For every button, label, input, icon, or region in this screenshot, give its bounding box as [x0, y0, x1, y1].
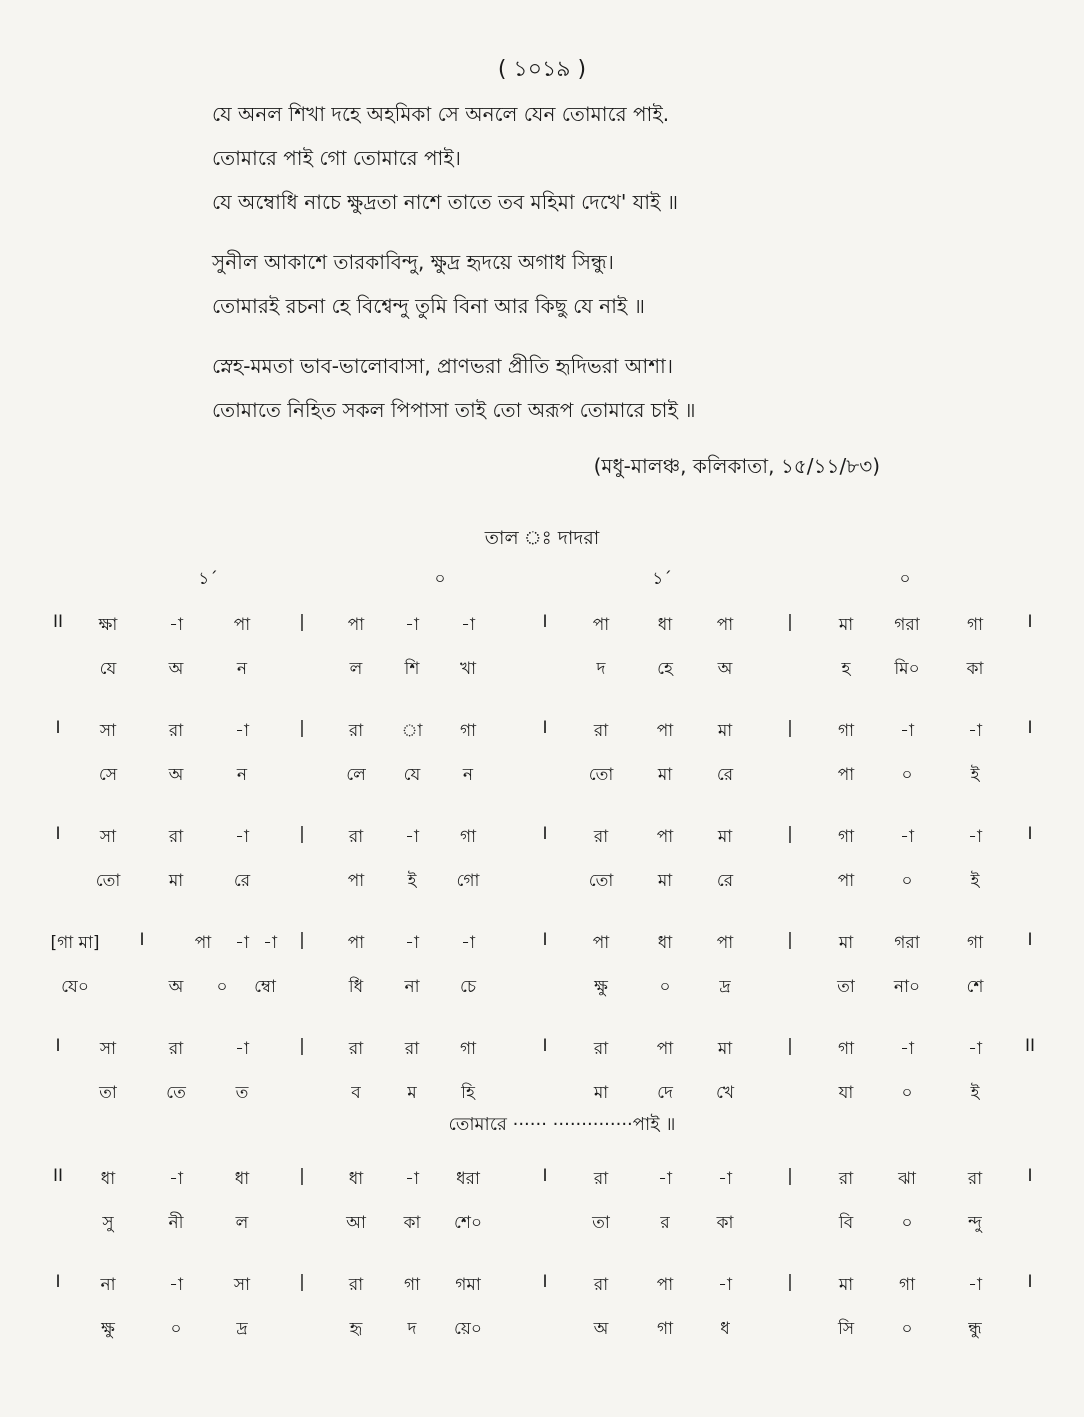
notation-block	[0, 1158, 1084, 1264]
swara-note: গমা	[455, 1275, 481, 1295]
lyric-syllable: তা	[837, 977, 855, 997]
swara-note: সা	[99, 1039, 117, 1059]
swara-note: -া	[235, 721, 249, 741]
swara-note: পা	[656, 827, 674, 847]
swara-note: পা	[656, 1039, 674, 1059]
bar-line: I	[1027, 612, 1033, 632]
swara-note: রা	[168, 827, 184, 847]
lyric-syllable: যে	[99, 659, 117, 679]
swara-note: -া	[461, 615, 475, 635]
swara-note: সা	[233, 1275, 251, 1295]
swara-row	[0, 1036, 1084, 1076]
swara-note: পা	[656, 721, 674, 741]
bar-line: |	[299, 718, 305, 738]
swara-note: পা	[592, 933, 610, 953]
swara-note: রা	[348, 1039, 364, 1059]
beat-mark: ০	[899, 569, 911, 589]
lyric-syllable: না০	[893, 977, 921, 997]
swara-note: -া	[405, 615, 419, 635]
lyric-syllable: কা	[403, 1213, 421, 1233]
swara-note: ধা	[657, 615, 673, 635]
swara-note: রা	[967, 1169, 983, 1189]
tala-heading: তাল ঃ দাদরা	[484, 527, 600, 549]
swara-note: রা	[348, 827, 364, 847]
lyric-syllable: রে	[716, 871, 734, 891]
swara-note: রা	[348, 721, 364, 741]
swara-note: রা	[168, 1039, 184, 1059]
lyric-syllable: অ	[168, 977, 184, 997]
bar-line: I	[542, 1036, 548, 1056]
lyric-syllable: না	[404, 977, 420, 997]
swara-note: পা	[716, 933, 734, 953]
notation-block	[0, 710, 1084, 816]
lyric-syllable-row	[0, 1316, 1084, 1356]
page-number: ( ১০১৯ )	[497, 57, 587, 82]
swara-note: সা	[99, 721, 117, 741]
lyric-line: যে অম্বোধি নাচে ক্ষুদ্রতা নাশে তাতে তব মহিমা দেখে' যাই ॥	[212, 190, 679, 214]
lyric-syllable: তা	[99, 1083, 117, 1103]
lyric-syllable: ত	[235, 1083, 249, 1103]
lyric-syllable-row	[0, 1210, 1084, 1250]
song-lyrics	[212, 92, 1032, 448]
bar-line: I	[55, 1036, 61, 1056]
lyric-syllable: ল	[235, 1213, 249, 1233]
lyric-syllable: হৃ	[349, 1319, 363, 1339]
bar-line: II	[1024, 1036, 1036, 1056]
lyric-syllable: অ	[168, 765, 184, 785]
lyric-syllable: মি০	[894, 659, 920, 679]
swara-row	[0, 930, 1084, 970]
swara-note: গরা	[894, 615, 920, 635]
lyric-syllable: সু	[102, 1213, 114, 1233]
swara-note: ক্ষা	[98, 615, 118, 635]
lyric-syllable-row	[0, 762, 1084, 802]
bar-line: I	[1027, 930, 1033, 950]
lyric-syllable: ন	[462, 765, 474, 785]
bar-line: I	[542, 718, 548, 738]
lyric-line: স্নেহ-মমতা ভাব-ভালোবাসা, প্রাণভরা প্রীতি হৃদিভরা আশা।	[212, 354, 674, 378]
bar-line: |	[787, 1272, 793, 1292]
swara-row	[0, 824, 1084, 864]
beat-mark: ০	[434, 569, 446, 589]
lyric-syllable: দে	[657, 1083, 673, 1103]
bar-line: I	[1027, 1166, 1033, 1186]
bar-line: II	[52, 612, 64, 632]
lyric-syllable: মা	[593, 1083, 609, 1103]
lyric-syllable-row	[0, 1080, 1084, 1120]
swara-note: গা	[837, 1039, 855, 1059]
bar-line: |	[787, 612, 793, 632]
lyric-syllable: ০	[901, 765, 913, 785]
bar-line: I	[542, 1166, 548, 1186]
swara-note: মা	[717, 1039, 733, 1059]
bar-line: |	[299, 930, 305, 950]
bar-line: |	[787, 930, 793, 950]
lyric-line: তোমারই রচনা হে বিশ্বেন্দু তুমি বিনা আর কিছু যে নাই ॥	[212, 294, 645, 318]
swara-note: ধা	[348, 1169, 364, 1189]
lyric-syllable: দ	[596, 659, 606, 679]
swara-note: মা	[717, 721, 733, 741]
lyric-syllable: দ্র	[236, 1319, 248, 1339]
lyric-syllable: শে	[966, 977, 984, 997]
swara-note: পা	[592, 615, 610, 635]
swara-note: গা	[966, 615, 984, 635]
bar-line: |	[299, 1166, 305, 1186]
lyric-syllable: তে	[166, 1083, 186, 1103]
lyric-syllable: পা	[837, 871, 855, 891]
swara-note: মা	[838, 933, 854, 953]
swara-note: গা	[966, 933, 984, 953]
lyric-syllable: যা	[838, 1083, 854, 1103]
lyric-syllable: ক্ষু	[101, 1319, 115, 1339]
bar-line: |	[787, 824, 793, 844]
swara-note: রা	[593, 721, 609, 741]
swara-note: গা	[898, 1275, 916, 1295]
lyric-syllable: নী	[168, 1213, 184, 1233]
bar-line: I	[1027, 824, 1033, 844]
lyric-syllable: ব	[351, 1083, 361, 1103]
lyric-syllable: রে	[716, 765, 734, 785]
bar-line: |	[787, 1166, 793, 1186]
lyric-syllable: ০	[216, 977, 228, 997]
swara-note: [গা মা]	[50, 933, 100, 953]
lyric-syllable: যে	[403, 765, 421, 785]
bar-line: |	[787, 1036, 793, 1056]
swara-note: পা	[347, 615, 365, 635]
lyric-syllable: ই	[970, 871, 980, 891]
lyric-syllable: খে	[715, 1083, 735, 1103]
notation-block	[0, 922, 1084, 1028]
swara-note: রা	[593, 1169, 609, 1189]
lyric-syllable: কা	[716, 1213, 734, 1233]
lyric-syllable: কা	[966, 659, 984, 679]
swara-note: রা	[593, 1039, 609, 1059]
lyric-syllable: ই	[407, 871, 417, 891]
swara-note: পা	[233, 615, 251, 635]
lyric-syllable: রে	[233, 871, 251, 891]
lyric-syllable: ০	[170, 1319, 182, 1339]
swara-note: রা	[838, 1169, 854, 1189]
lyric-syllable: সি	[837, 1319, 855, 1339]
lyric-syllable: তো	[588, 765, 614, 785]
lyric-syllable: ন্ধু	[968, 1319, 982, 1339]
swara-note: মা	[717, 827, 733, 847]
lyric-syllable: শি	[404, 659, 420, 679]
swara-note: পা	[194, 933, 212, 953]
bar-line: |	[299, 824, 305, 844]
swara-note: -া	[718, 1169, 732, 1189]
lyric-syllable: শে০	[453, 1213, 483, 1233]
notation-block	[0, 1028, 1084, 1134]
lyric-syllable: যে০	[61, 977, 89, 997]
swara-note: রা	[593, 827, 609, 847]
lyric-syllable: ই	[970, 1083, 980, 1103]
bar-line: |	[299, 612, 305, 632]
lyric-syllable: মা	[657, 871, 673, 891]
swara-note: মা	[838, 1275, 854, 1295]
lyric-syllable: হে	[657, 659, 673, 679]
bar-line: |	[299, 1036, 305, 1056]
lyric-syllable-row	[0, 974, 1084, 1014]
swara-note: রা	[168, 721, 184, 741]
bar-line: II	[52, 1166, 64, 1186]
bar-line: I	[1027, 718, 1033, 738]
swara-note: গরা	[894, 933, 920, 953]
beat-mark: ১´	[198, 569, 218, 589]
lyric-syllable: দ	[407, 1319, 417, 1339]
swara-note: রা	[593, 1275, 609, 1295]
swara-note: ঝা	[898, 1169, 916, 1189]
beat-mark: ১´	[652, 569, 672, 589]
lyric-syllable: ০	[659, 977, 671, 997]
swara-row	[0, 1272, 1084, 1312]
bar-line: I	[55, 824, 61, 844]
lyric-syllable: মা	[168, 871, 184, 891]
stanza	[212, 92, 1032, 224]
lyric-syllable: হি	[461, 1083, 475, 1103]
swara-note: গা	[837, 721, 855, 741]
bar-line: I	[55, 718, 61, 738]
swara-note: -া	[169, 1169, 183, 1189]
beat-marks	[0, 566, 1084, 598]
lyric-syllable: ধি	[348, 977, 364, 997]
bar-line: I	[542, 824, 548, 844]
lyric-syllable: ০	[901, 1319, 913, 1339]
lyric-syllable: ন	[236, 659, 248, 679]
lyric-syllable: ন্দু	[968, 1213, 982, 1233]
lyric-syllable: অ	[168, 659, 184, 679]
lyric-syllable: গো	[456, 871, 480, 891]
lyric-syllable: ল	[349, 659, 363, 679]
swara-note: গা	[459, 1039, 477, 1059]
swara-note: না	[100, 1275, 116, 1295]
swara-note: সা	[99, 827, 117, 847]
swara-note: -া	[235, 933, 249, 953]
lyric-syllable: ম্বো	[254, 977, 276, 997]
lyric-syllable: খা	[459, 659, 477, 679]
swara-row	[0, 1166, 1084, 1206]
lyric-syllable: লে	[346, 765, 366, 785]
bar-line: |	[299, 1272, 305, 1292]
lyric-syllable: র	[660, 1213, 670, 1233]
lyric-syllable: পা	[347, 871, 365, 891]
swara-note: -া	[900, 721, 914, 741]
lyric-syllable: গা	[656, 1319, 674, 1339]
lyric-syllable: বি	[838, 1213, 854, 1233]
swara-note: -া	[900, 827, 914, 847]
swara-note: -া	[405, 1169, 419, 1189]
swara-row	[0, 612, 1084, 652]
lyric-syllable: পা	[837, 765, 855, 785]
swara-note: পা	[656, 1275, 674, 1295]
swara-note: -া	[968, 721, 982, 741]
swara-note: -া	[968, 1275, 982, 1295]
lyric-syllable: ন	[236, 765, 248, 785]
lyric-syllable: অ	[717, 659, 733, 679]
swara-note: ধা	[100, 1169, 116, 1189]
lyric-line: সুনীল আকাশে তারকাবিন্দু, ক্ষুদ্র হৃদয়ে অগাধ সিন্ধু।	[212, 250, 614, 274]
swara-note: -া	[968, 827, 982, 847]
lyric-line: যে অনল শিখা দহে অহমিকা সে অনলে যেন তোমারে পাই.	[212, 102, 670, 126]
swara-note: গা	[459, 721, 477, 741]
swara-note: পা	[347, 933, 365, 953]
swara-note: -া	[900, 1039, 914, 1059]
lyric-syllable-row	[0, 656, 1084, 696]
lyric-syllable: ০	[901, 871, 913, 891]
swara-note: গা	[459, 827, 477, 847]
lyric-syllable: সে	[98, 765, 118, 785]
bar-line: I	[55, 1272, 61, 1292]
lyric-syllable: অ	[593, 1319, 609, 1339]
swara-note: -া	[235, 827, 249, 847]
bar-line: I	[542, 930, 548, 950]
stanza	[212, 240, 1032, 328]
lyric-syllable: তো	[95, 871, 121, 891]
bar-line: I	[542, 1272, 548, 1292]
swara-note: -া	[169, 615, 183, 635]
swara-note: -া	[405, 827, 419, 847]
lyric-syllable-row	[0, 868, 1084, 908]
refrain-note: তোমারে ······ ··············পাই ॥	[448, 1114, 676, 1135]
lyric-syllable: ০	[901, 1083, 913, 1103]
lyric-syllable: তা	[592, 1213, 610, 1233]
source-citation: (মধু-মালঞ্চ, কলিকাতা, ১৫/১১/৮৩)	[593, 454, 880, 478]
swara-note: রা	[348, 1275, 364, 1295]
notation-block	[0, 816, 1084, 922]
swara-note: -া	[405, 933, 419, 953]
swara-row	[0, 718, 1084, 758]
bar-line: |	[787, 718, 793, 738]
bar-line: I	[542, 612, 548, 632]
lyric-syllable: চে	[459, 977, 477, 997]
lyric-line: তোমারে পাই গো তোমারে পাই।	[212, 146, 461, 170]
swara-note: গা	[403, 1275, 421, 1295]
notation-block	[0, 1264, 1084, 1370]
lyric-syllable: ০	[901, 1213, 913, 1233]
swara-note: ধরা	[456, 1169, 480, 1189]
swara-note: -া	[968, 1039, 982, 1059]
lyric-syllable: মা	[657, 765, 673, 785]
notation-block	[0, 604, 1084, 710]
swara-note: পা	[716, 615, 734, 635]
swara-note: রা	[404, 1039, 420, 1059]
lyric-syllable: ধ	[720, 1319, 730, 1339]
swara-note: -া	[658, 1169, 672, 1189]
swara-note: ধা	[234, 1169, 250, 1189]
swara-note: -া	[461, 933, 475, 953]
swara-note: ধা	[657, 933, 673, 953]
lyric-syllable: য়ে০	[454, 1319, 482, 1339]
notation	[0, 604, 1084, 1370]
lyric-syllable: ই	[970, 765, 980, 785]
swara-note: মা	[838, 615, 854, 635]
lyric-syllable: তো	[588, 871, 614, 891]
swara-note: -া	[235, 1039, 249, 1059]
lyric-syllable: হ	[841, 659, 851, 679]
lyric-syllable: ক্ষু	[594, 977, 608, 997]
swara-note: গা	[837, 827, 855, 847]
swara-note: -া	[169, 1275, 183, 1295]
bar-line: I	[1027, 1272, 1033, 1292]
swara-note: -া	[263, 933, 277, 953]
swara-note: -া	[718, 1275, 732, 1295]
stanza	[212, 344, 1032, 432]
lyric-syllable: ম	[407, 1083, 417, 1103]
lyric-syllable: আ	[346, 1213, 366, 1233]
swara-note: া	[401, 721, 423, 741]
lyric-syllable: দ্র	[719, 977, 731, 997]
bar-line: I	[139, 930, 145, 950]
lyric-line: তোমাতে নিহিত সকল পিপাসা তাই তো অরূপ তোমারে চাই ॥	[212, 398, 696, 422]
